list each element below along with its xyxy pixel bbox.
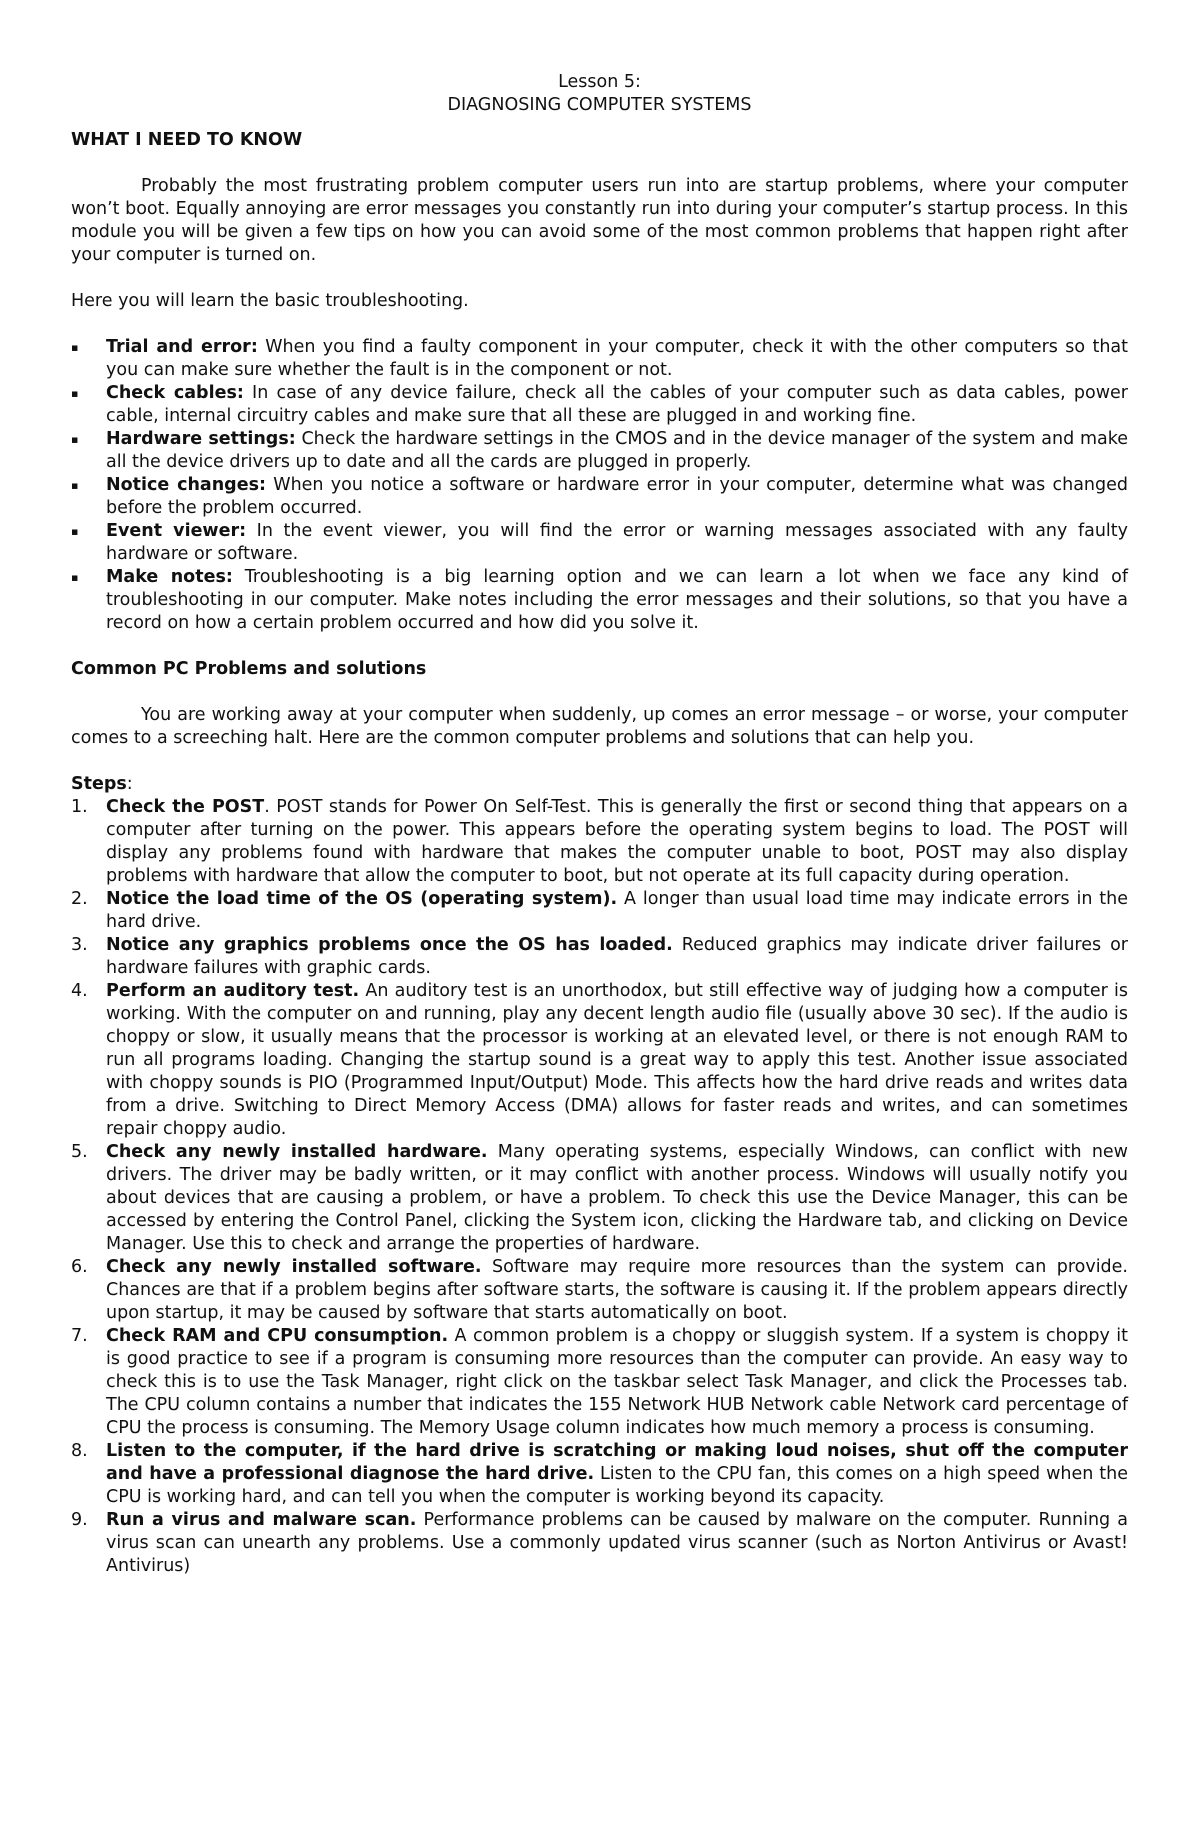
problems-intro-paragraph: You are working away at your computer when suddenly, up comes an error message – or worse, your computer comes to a screeching halt. Here are the common computer problems and solutions that can help you. (71, 705, 1128, 748)
lesson-title: DIAGNOSING COMPUTER SYSTEMS (447, 95, 752, 115)
section-heading-common-pc-problems: Common PC Problems and solutions (71, 659, 427, 679)
bullet-icon: ▪ (71, 479, 79, 492)
tip-text: In the event viewer, you will find the error or warning messages associated with any faulty hardware or software. (106, 521, 1128, 564)
steps-list (71, 796, 1128, 1578)
document-page (71, 71, 1128, 1578)
steps-label: Steps (71, 774, 127, 794)
tip-term: Trial and error: (106, 337, 258, 357)
tip-term: Check cables: (106, 383, 244, 403)
step-number: 1. (71, 797, 88, 817)
lead-paragraph: Here you will learn the basic troubleshooting. (71, 291, 469, 311)
step-text: Reduced graphics may indicate driver failures or hardware failures with graphic cards. (106, 935, 1128, 978)
step-text: Listen to the CPU fan, this comes on a high speed when the CPU is working hard, and can tell you when the computer is working beyond its capacity. (106, 1464, 1129, 1507)
step-number: 2. (71, 889, 88, 909)
list-item (71, 382, 1128, 428)
list-item (71, 1256, 1128, 1325)
step-term: Check RAM and CPU consumption. (106, 1326, 449, 1346)
step-term: Listen to the computer, if the hard drive is scratching or making loud noises, shut off the computer and have a professional diagnose the hard drive. (106, 1441, 1128, 1484)
list-item (71, 474, 1128, 520)
list-item (71, 888, 1128, 934)
step-number: 3. (71, 935, 88, 955)
tip-term: Hardware settings: (106, 429, 296, 449)
list-item (71, 1509, 1128, 1578)
list-item (71, 566, 1128, 635)
list-item (71, 796, 1128, 888)
bullet-icon: ▪ (71, 433, 79, 446)
bullet-icon: ▪ (71, 525, 79, 538)
step-text: A common problem is a choppy or sluggish system. If a system is choppy it is good practice to see if a program is consuming more resources than the computer can provide. An easy way to check this is to use the Task Manager, right click on the taskbar select Task Manager, and click the Processes tab. The CPU column contains a number that indicates the 155 Network HUB Network cable Network card percentage of CPU the process is consuming. The Memory Usage column indicates how much memory a process is consuming. (106, 1326, 1128, 1438)
troubleshooting-tips-list (71, 336, 1128, 635)
step-term: Perform an auditory test. (106, 981, 360, 1001)
list-item (71, 1141, 1128, 1256)
step-number: 8. (71, 1441, 88, 1461)
list-item (71, 980, 1128, 1141)
step-text: . POST stands for Power On Self-Test. This is generally the first or second thing that appears on a computer after turning on the power. This appears before the operating system begins to load. The POST will display any problems found with hardware that makes the computer unable to boot, POST may also display problems with hardware that allow the computer to boot, but not operate at its full capacity during operation. (106, 797, 1128, 886)
step-term: Check the POST (106, 797, 265, 817)
steps-colon: : (126, 774, 133, 794)
step-text: An auditory test is an unorthodox, but still effective way of judging how a computer is working. With the computer on and running, play any decent length audio file (usually above 30 sec). If the audio is choppy or slow, it usually means that the processor is working at an elevated level, or there is not enough RAM to run all programs loading. Changing the startup sound is a great way to apply this test. Another issue associated with choppy sounds is PIO (Programmed Input/Output) Mode. This affects how the hard drive reads and writes data from a drive. Switching to Direct Memory Access (DMA) allows for faster reads and writes, and can sometimes repair choppy audio. (106, 981, 1128, 1139)
list-item (71, 1440, 1128, 1509)
bullet-icon: ▪ (71, 571, 79, 584)
tip-text: In case of any device failure, check all the cables of your computer such as data cables, power cable, internal circuitry cables and make sure that all these are plugged in and working fine. (106, 383, 1128, 426)
tip-term: Make notes: (106, 567, 233, 587)
step-number: 6. (71, 1257, 88, 1277)
list-item (71, 1325, 1128, 1440)
step-text: Performance problems can be caused by malware on the computer. Running a virus scan can unearth any problems. Use a commonly updated virus scanner (such as Norton Antivirus or Avast! Antivirus) (106, 1510, 1129, 1576)
section-heading-what-i-need-to-know: WHAT I NEED TO KNOW (71, 130, 303, 150)
list-item (71, 934, 1128, 980)
step-term: Run a virus and malware scan. (106, 1510, 417, 1530)
tip-term: Event viewer: (106, 521, 247, 541)
bullet-icon: ▪ (71, 341, 79, 354)
bullet-icon: ▪ (71, 387, 79, 400)
steps-label-line (71, 773, 1128, 796)
tip-text: Check the hardware settings in the CMOS and in the device manager of the system and make all the device drivers up to date and all the cards are plugged in properly. (106, 429, 1128, 472)
step-term: Check any newly installed hardware. (106, 1142, 488, 1162)
step-text: Many operating systems, especially Windows, can conflict with new drivers. The driver may be badly written, or it may conflict with another process. Windows will usually notify you about devices that are causing a problem, or have a problem. To check this use the Device Manager, this can be accessed by entering the Control Panel, clicking the System icon, clicking the Hardware tab, and clicking on Device Manager. Use this to check and arrange the properties of hardware. (106, 1142, 1128, 1254)
intro-paragraph: Probably the most frustrating problem computer users run into are startup problems, where your computer won’t boot. Equally annoying are error messages you constantly run into during your computer’s startup process. In this module you will be given a few tips on how you can avoid some of the most common problems that happen right after your computer is turned on. (71, 176, 1128, 265)
step-number: 7. (71, 1326, 88, 1346)
step-term: Check any newly installed software. (106, 1257, 482, 1277)
list-item (71, 428, 1128, 474)
step-number: 9. (71, 1510, 88, 1530)
step-number: 5. (71, 1142, 88, 1162)
tip-text: When you find a faulty component in your computer, check it with the other computers so that you can make sure whether the fault is in the component or not. (106, 337, 1128, 380)
tip-term: Notice changes: (106, 475, 266, 495)
step-term: Notice the load time of the OS (operating system). (106, 889, 618, 909)
tip-text: When you notice a software or hardware error in your computer, determine what was changed before the problem occurred. (106, 475, 1129, 518)
lesson-number: Lesson 5: (558, 72, 641, 92)
step-text: A longer than usual load time may indicate errors in the hard drive. (106, 889, 1128, 932)
list-item (71, 336, 1128, 382)
tip-text: Troubleshooting is a big learning option and we can learn a lot when we face any kind of troubleshooting in our computer. Make notes including the error messages and their solutions, so that you have a record on how a certain problem occurred and how did you solve it. (106, 567, 1128, 633)
step-text: Software may require more resources than the system can provide. Chances are that if a problem begins after software starts, the software is causing it. If the problem appears directly upon startup, it may be caused by software that starts automatically on boot. (106, 1257, 1128, 1323)
step-number: 4. (71, 981, 88, 1001)
step-term: Notice any graphics problems once the OS has loaded. (106, 935, 673, 955)
list-item (71, 520, 1128, 566)
